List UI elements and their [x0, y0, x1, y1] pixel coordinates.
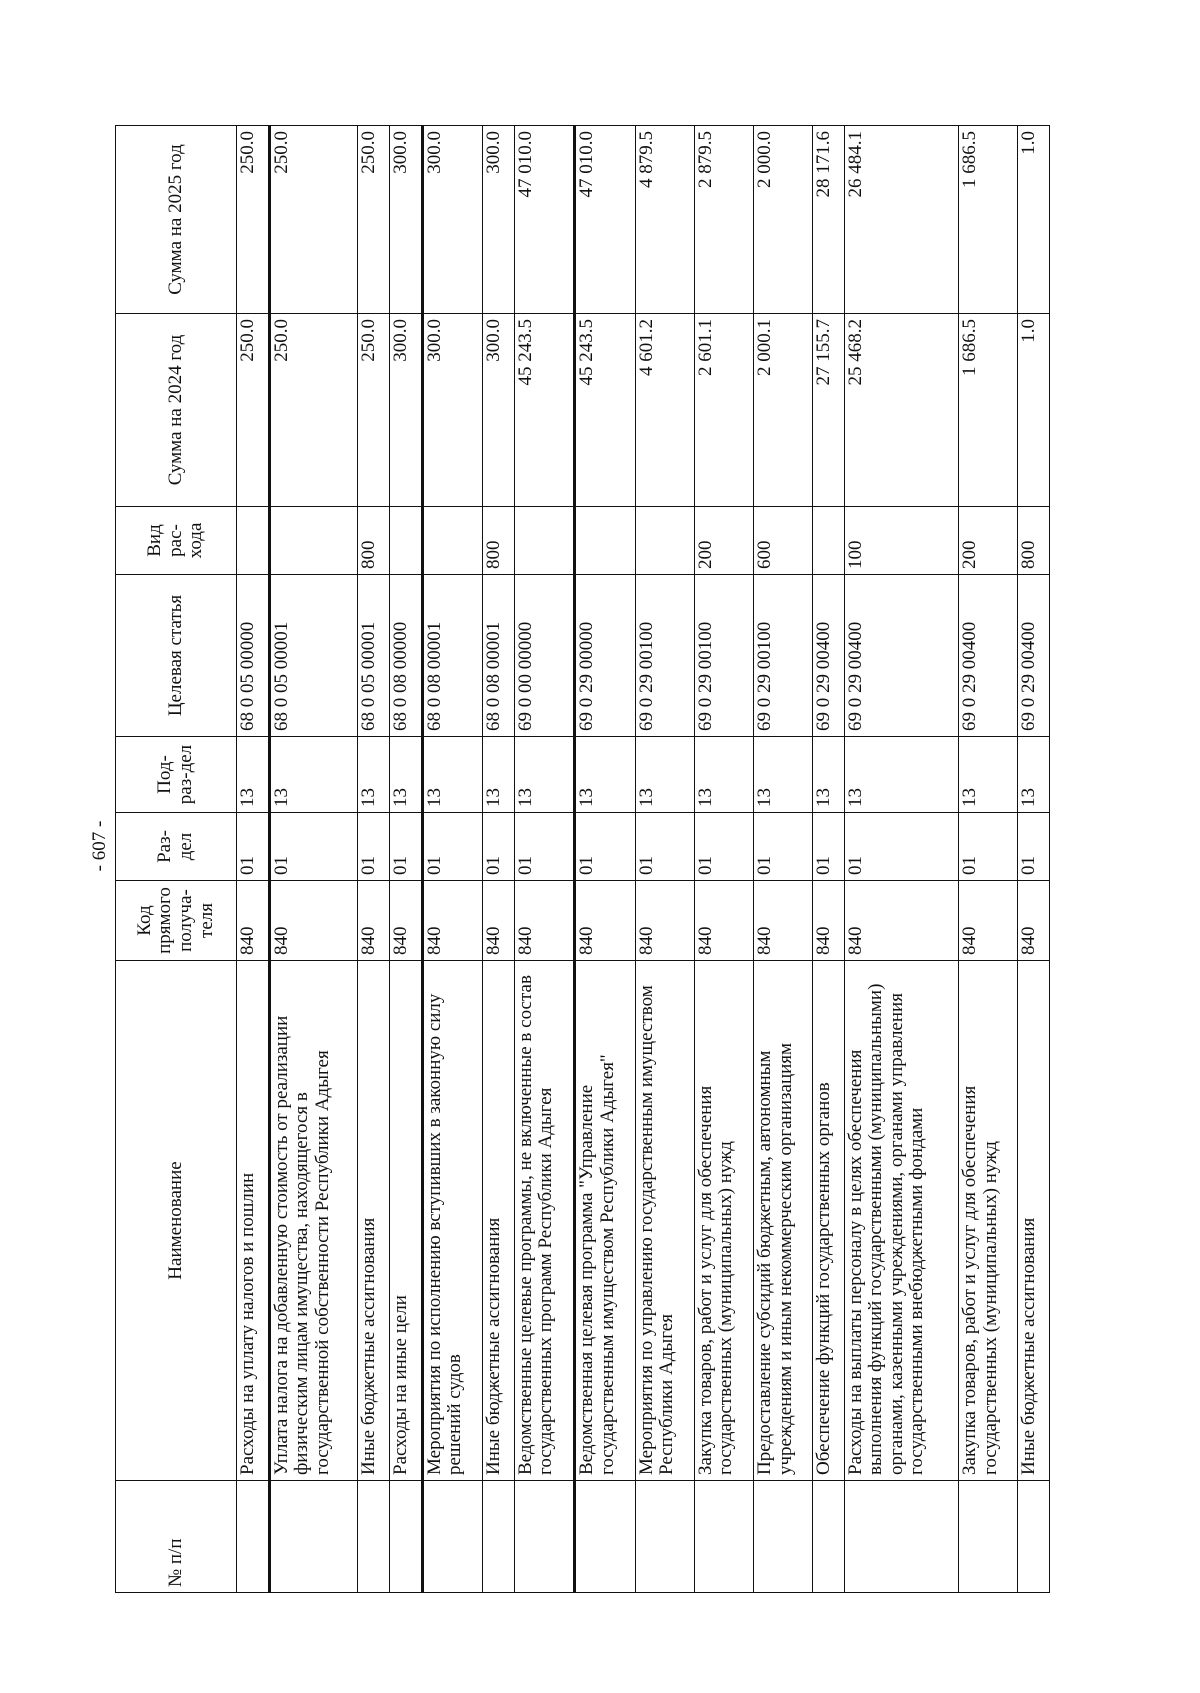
table-row: [813, 126, 845, 1593]
cell-section: 01: [959, 813, 1018, 881]
cell-target: 69 0 29 00100: [635, 575, 694, 737]
cell-name: Расходы на уплату налогов и пошлин: [237, 961, 270, 1481]
cell-sum-2024: 45 243.5: [575, 314, 636, 507]
cell-name: Закупка товаров, работ и услуг для обеспечения государственных (муниципальных) нужд: [959, 961, 1018, 1481]
cell-name: Иные бюджетные ассигнования: [483, 961, 515, 1481]
cell-section: 01: [813, 813, 845, 881]
cell-expense: 800: [483, 507, 515, 575]
cell-sum-2025: 250.0: [358, 126, 390, 314]
table-row: [269, 126, 357, 1593]
cell-num: [754, 1481, 813, 1593]
cell-sum-2025: 26 484.1: [844, 126, 958, 314]
cell-expense: 600: [754, 507, 813, 575]
cell-name: Мероприятия по управлению государственным имуществом Республики Адыгея: [635, 961, 694, 1481]
cell-sum-2025: 47 010.0: [514, 126, 575, 314]
cell-target: 68 0 08 00001: [422, 575, 483, 737]
cell-sum-2025: 2 879.5: [694, 126, 753, 314]
cell-recipient: 840: [483, 881, 515, 961]
cell-target: 69 0 29 00400: [959, 575, 1018, 737]
cell-num: [694, 1481, 753, 1593]
cell-recipient: 840: [813, 881, 845, 961]
table-row: [514, 126, 575, 1593]
table-row: [844, 126, 958, 1593]
cell-subsection: 13: [389, 737, 422, 813]
cell-sum-2024: 25 468.2: [844, 314, 958, 507]
header-num: № п/п: [116, 1481, 237, 1593]
cell-section: 01: [269, 813, 357, 881]
cell-sum-2024: 300.0: [422, 314, 483, 507]
cell-sum-2024: 250.0: [237, 314, 270, 507]
cell-name: Предоставление субсидий бюджетным, автономным учреждениям и иным некоммерческим организациям: [754, 961, 813, 1481]
cell-recipient: 840: [358, 881, 390, 961]
cell-section: 01: [694, 813, 753, 881]
cell-sum-2025: 300.0: [483, 126, 515, 314]
cell-expense: [813, 507, 845, 575]
cell-expense: [635, 507, 694, 575]
cell-expense: 800: [1018, 507, 1050, 575]
table-body: [237, 126, 1050, 1593]
cell-sum-2024: 300.0: [483, 314, 515, 507]
cell-num: [422, 1481, 483, 1593]
cell-sum-2024: 45 243.5: [514, 314, 575, 507]
cell-subsection: 13: [514, 737, 575, 813]
cell-recipient: 840: [389, 881, 422, 961]
cell-recipient: 840: [959, 881, 1018, 961]
table-header-row: [116, 126, 237, 1593]
cell-name: Расходы на выплаты персоналу в целях обеспечения выполнения функций государственными (муниципальными) органами, казенными учреждениями, органами управления государственными внебюджетными фондами: [844, 961, 958, 1481]
cell-subsection: 13: [844, 737, 958, 813]
cell-subsection: 13: [959, 737, 1018, 813]
cell-sum-2025: 250.0: [269, 126, 357, 314]
cell-name: Закупка товаров, работ и услуг для обеспечения государственных (муниципальных) нужд: [694, 961, 753, 1481]
cell-expense: [575, 507, 636, 575]
cell-expense: [237, 507, 270, 575]
cell-sum-2025: 300.0: [422, 126, 483, 314]
cell-num: [269, 1481, 357, 1593]
table-row: [358, 126, 390, 1593]
cell-target: 69 0 29 00400: [813, 575, 845, 737]
budget-table: [115, 125, 1050, 1593]
header-sum-2024: Сумма на 2024 год: [116, 314, 237, 507]
cell-sum-2024: 4 601.2: [635, 314, 694, 507]
table-row: [575, 126, 636, 1593]
cell-num: [844, 1481, 958, 1593]
table-row: [483, 126, 515, 1593]
cell-expense: 800: [358, 507, 390, 575]
cell-recipient: 840: [694, 881, 753, 961]
cell-expense: 200: [694, 507, 753, 575]
cell-num: [237, 1481, 270, 1593]
table-row: [422, 126, 483, 1593]
cell-recipient: 840: [844, 881, 958, 961]
cell-num: [483, 1481, 515, 1593]
cell-sum-2024: 300.0: [389, 314, 422, 507]
cell-subsection: 13: [422, 737, 483, 813]
cell-section: 01: [635, 813, 694, 881]
cell-target: 69 0 29 00400: [1018, 575, 1050, 737]
cell-expense: [269, 507, 357, 575]
cell-recipient: 840: [1018, 881, 1050, 961]
table-row: [754, 126, 813, 1593]
cell-name: Обеспечение функций государственных органов: [813, 961, 845, 1481]
cell-name: Иные бюджетные ассигнования: [1018, 961, 1050, 1481]
cell-sum-2024: 27 155.7: [813, 314, 845, 507]
cell-expense: 100: [844, 507, 958, 575]
cell-target: 69 0 00 00000: [514, 575, 575, 737]
cell-sum-2025: 1 686.5: [959, 126, 1018, 314]
cell-subsection: 13: [635, 737, 694, 813]
table-row: [694, 126, 753, 1593]
cell-sum-2025: 250.0: [237, 126, 270, 314]
cell-target: 68 0 05 00000: [237, 575, 270, 737]
cell-target: 68 0 05 00001: [269, 575, 357, 737]
cell-section: 01: [1018, 813, 1050, 881]
cell-name: Расходы на иные цели: [389, 961, 422, 1481]
cell-num: [959, 1481, 1018, 1593]
cell-num: [813, 1481, 845, 1593]
cell-sum-2024: 250.0: [269, 314, 357, 507]
cell-subsection: 13: [694, 737, 753, 813]
cell-recipient: 840: [514, 881, 575, 961]
cell-sum-2025: 28 171.6: [813, 126, 845, 314]
cell-subsection: 13: [754, 737, 813, 813]
page-number: - 607 -: [89, 820, 110, 872]
cell-subsection: 13: [813, 737, 845, 813]
cell-sum-2025: 2 000.0: [754, 126, 813, 314]
cell-name: Ведомственные целевые программы, не включенные в состав государственных программ Республики Адыгея: [514, 961, 575, 1481]
cell-name: Иные бюджетные ассигнования: [358, 961, 390, 1481]
cell-num: [575, 1481, 636, 1593]
table-row: [635, 126, 694, 1593]
cell-num: [514, 1481, 575, 1593]
cell-section: 01: [483, 813, 515, 881]
cell-expense: 200: [959, 507, 1018, 575]
cell-section: 01: [358, 813, 390, 881]
cell-target: 68 0 08 00001: [483, 575, 515, 737]
table-row: [237, 126, 270, 1593]
cell-num: [1018, 1481, 1050, 1593]
cell-expense: [514, 507, 575, 575]
cell-sum-2024: 2 601.1: [694, 314, 753, 507]
cell-num: [358, 1481, 390, 1593]
header-target: Целевая статья: [116, 575, 237, 737]
header-section: Раз-дел: [116, 813, 237, 881]
cell-section: 01: [575, 813, 636, 881]
cell-subsection: 13: [575, 737, 636, 813]
cell-sum-2024: 1 686.5: [959, 314, 1018, 507]
cell-recipient: 840: [575, 881, 636, 961]
cell-num: [635, 1481, 694, 1593]
cell-target: 69 0 29 00100: [754, 575, 813, 737]
cell-sum-2024: 250.0: [358, 314, 390, 507]
cell-recipient: 840: [754, 881, 813, 961]
cell-target: 69 0 29 00400: [844, 575, 958, 737]
cell-sum-2025: 4 879.5: [635, 126, 694, 314]
cell-subsection: 13: [1018, 737, 1050, 813]
table-row: [959, 126, 1018, 1593]
cell-target: 68 0 08 00000: [389, 575, 422, 737]
cell-subsection: 13: [269, 737, 357, 813]
cell-num: [389, 1481, 422, 1593]
header-recipient: Код прямого получа-теля: [116, 881, 237, 961]
rotated-sheet: [115, 126, 1050, 1593]
header-sum-2025: Сумма на 2025 год: [116, 126, 237, 314]
cell-recipient: 840: [422, 881, 483, 961]
cell-recipient: 840: [635, 881, 694, 961]
cell-section: 01: [237, 813, 270, 881]
cell-target: 69 0 29 00000: [575, 575, 636, 737]
cell-expense: [389, 507, 422, 575]
header-name: Наименование: [116, 961, 237, 1481]
header-subsection: Под-раз-дел: [116, 737, 237, 813]
cell-sum-2024: 2 000.1: [754, 314, 813, 507]
cell-recipient: 840: [237, 881, 270, 961]
cell-section: 01: [754, 813, 813, 881]
cell-section: 01: [844, 813, 958, 881]
cell-name: Уплата налога на добавленную стоимость от реализации физическим лицам имущества, находящегося в государственной собственности Республики Адыгея: [269, 961, 357, 1481]
cell-sum-2025: 300.0: [389, 126, 422, 314]
cell-target: 68 0 05 00001: [358, 575, 390, 737]
cell-sum-2024: 1.0: [1018, 314, 1050, 507]
cell-subsection: 13: [483, 737, 515, 813]
cell-subsection: 13: [237, 737, 270, 813]
cell-subsection: 13: [358, 737, 390, 813]
cell-sum-2025: 47 010.0: [575, 126, 636, 314]
cell-name: Мероприятия по исполнению вступивших в законную силу решений судов: [422, 961, 483, 1481]
cell-section: 01: [389, 813, 422, 881]
cell-recipient: 840: [269, 881, 357, 961]
cell-target: 69 0 29 00100: [694, 575, 753, 737]
cell-section: 01: [514, 813, 575, 881]
table-row: [389, 126, 422, 1593]
header-expense: Вид рас-хода: [116, 507, 237, 575]
cell-section: 01: [422, 813, 483, 881]
cell-name: Ведомственная целевая программа "Управление государственным имуществом Республики Адыгея": [575, 961, 636, 1481]
cell-expense: [422, 507, 483, 575]
cell-sum-2025: 1.0: [1018, 126, 1050, 314]
table-row: [1018, 126, 1050, 1593]
